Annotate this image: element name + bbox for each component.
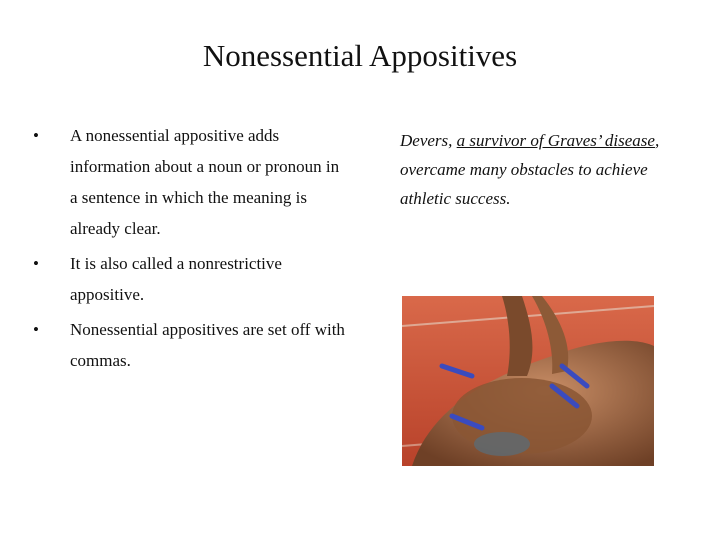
- bullet-item: [30, 248, 350, 310]
- bullet-marker: •: [33, 126, 39, 145]
- example-subject: Devers,: [400, 131, 457, 150]
- athlete-photo-illustration: [402, 296, 654, 466]
- bullet-text: It is also called a nonrestrictive appositive.: [70, 254, 282, 304]
- bullet-text: Nonessential appositives are set off with commas.: [70, 320, 345, 370]
- slide-title: Nonessential Appositives: [202, 38, 518, 73]
- bullet-marker: •: [33, 320, 39, 339]
- example-predicate: , overcame many obstacles to achieve athletic success.: [400, 131, 660, 208]
- bullet-item: [30, 314, 350, 376]
- bullet-item: [30, 120, 350, 244]
- bullet-marker: •: [33, 254, 39, 273]
- example-sentence: [400, 126, 700, 213]
- athlete-photo: [402, 296, 654, 466]
- example-appositive: a survivor of Graves’ disease: [456, 131, 655, 150]
- bullet-text: A nonessential appositive adds information about a noun or pronoun in a sentence in which the meaning is already clear.: [70, 126, 340, 238]
- bullet-list: [30, 120, 350, 380]
